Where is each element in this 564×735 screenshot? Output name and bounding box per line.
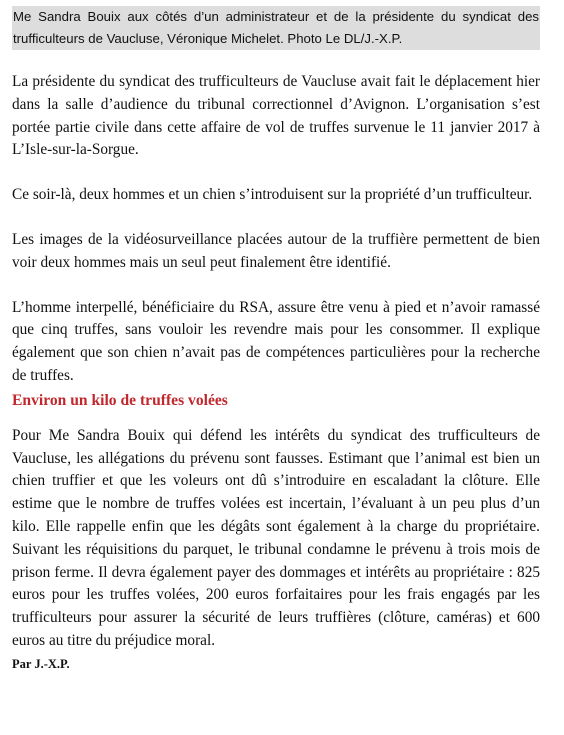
article-paragraph-3: Les images de la vidéosurveillance placées autour de la truffière permettent de bien voir deux hommes mais un seul peut finalement être identifié. xyxy=(12,230,540,271)
article-paragraph-2: Ce soir-là, deux hommes et un chien s’introduisent sur la propriété d’un trufficulteur. xyxy=(12,186,533,204)
article-body: Pour Me Sandra Bouix qui défend les intérêts du syndicat des trufficulteurs de Vaucluse, les allégations du prévenu sont fausses. Estimant que l’animal est bien un chien truffier et que les voleurs ont dû s’introduire en escaladant la clôture. Elle estime que le nombre de truffes volées est incertain, l’évaluant à un peu plus d’un kilo. Elle rappelle enfin que les dégâts sont également à la charge du propriétaire. Suivant les réquisitions du parquet, le tribunal condamne le prévenu à trois mois de prison ferme. Il devra également payer des dommages et intérêts au propriétaire : 825 euros pour les truffes volées, 200 euros forfaitaires pour les frais engagés par les trufficulteurs pour assurer la sécurité de leurs truffières (clôture, caméras) et 600 euros au titre du préjudice moral. xyxy=(12,426,540,649)
section-subheading: Environ un kilo de truffes volées xyxy=(12,391,228,409)
article-paragraph-1: La présidente du syndicat des trufficulteurs de Vaucluse avait fait le déplacement hier dans la salle d’audience du tribunal correctionnel d’Avignon. L’organisation s’est portée partie civile dans cette affaire de vol de truffes survenue le 11 janvier 2017 à L’Isle-sur-la-Sorgue. xyxy=(12,73,540,159)
article xyxy=(12,6,540,673)
article-paragraph-4: L’homme interpellé, bénéficiaire du RSA, assure être venu à pied et n’avoir ramassé que cinq truffes, sans vouloir les revendre mais pour les consommer. Il explique également que son chien n’avait pas de compétences particulières pour la recherche de truffes. xyxy=(12,298,540,384)
photo-caption: Me Sandra Bouix aux côtés d’un administrateur et de la présidente du syndicat des trufficulteurs de Vaucluse, Véronique Michelet. Photo Le DL/J.-X.P. xyxy=(12,6,540,50)
author-byline: Par J.-X.P. xyxy=(12,656,70,671)
